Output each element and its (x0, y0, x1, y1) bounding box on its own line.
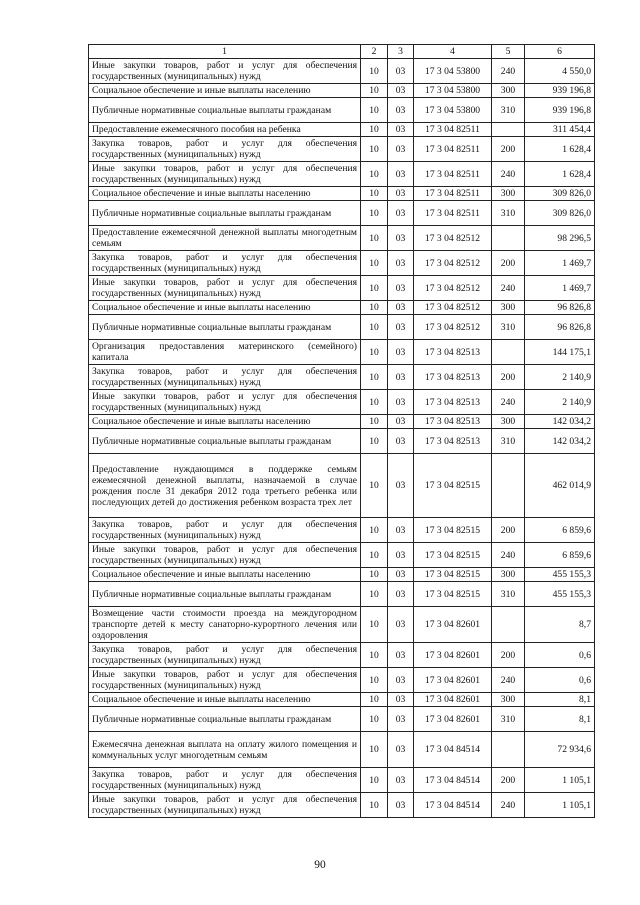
row-amount: 1 628,4 (525, 162, 595, 187)
row-target-article: 17 3 04 82513 (414, 365, 492, 390)
row-description: Закупка товаров, работ и услуг для обеспечения государственных (муниципальных) нужд (89, 518, 361, 543)
table-row (89, 568, 595, 582)
row-target-article: 17 3 04 82513 (414, 429, 492, 454)
row-target-article: 17 3 04 84514 (414, 793, 492, 818)
row-amount: 72 934,6 (525, 732, 595, 768)
row-target-article: 17 3 04 53800 (414, 84, 492, 98)
row-expense-type: 240 (492, 793, 525, 818)
table-row (89, 59, 595, 84)
row-description: Закупка товаров, работ и услуг для обеспечения государственных (муниципальных) нужд (89, 365, 361, 390)
row-amount: 8,1 (525, 707, 595, 732)
row-target-article: 17 3 04 82512 (414, 315, 492, 340)
table-row (89, 429, 595, 454)
row-expense-type: 300 (492, 301, 525, 315)
row-target-article: 17 3 04 82511 (414, 201, 492, 226)
row-subsection: 03 (388, 732, 414, 768)
table-row (89, 707, 595, 732)
row-amount: 6 859,6 (525, 543, 595, 568)
row-expense-type: 200 (492, 518, 525, 543)
row-amount: 0,6 (525, 668, 595, 693)
row-subsection: 03 (388, 768, 414, 793)
row-target-article: 17 3 04 82515 (414, 582, 492, 607)
row-target-article: 17 3 04 53800 (414, 98, 492, 123)
row-amount: 96 826,8 (525, 315, 595, 340)
row-expense-type (492, 454, 525, 518)
row-expense-type: 300 (492, 187, 525, 201)
row-expense-type: 310 (492, 429, 525, 454)
row-target-article: 17 3 04 82601 (414, 668, 492, 693)
table-row (89, 693, 595, 707)
row-amount: 2 140,9 (525, 390, 595, 415)
row-target-article: 17 3 04 82513 (414, 415, 492, 429)
table-row (89, 340, 595, 365)
row-description: Иные закупки товаров, работ и услуг для обеспечения государственных (муниципальных) нужд (89, 390, 361, 415)
row-amount: 1 105,1 (525, 768, 595, 793)
row-subsection: 03 (388, 693, 414, 707)
row-amount: 939 196,8 (525, 98, 595, 123)
row-amount: 462 014,9 (525, 454, 595, 518)
budget-table (88, 44, 595, 818)
row-description: Закупка товаров, работ и услуг для обеспечения государственных (муниципальных) нужд (89, 768, 361, 793)
row-section: 10 (361, 793, 388, 818)
column-header: 5 (492, 45, 525, 59)
row-subsection: 03 (388, 276, 414, 301)
row-section: 10 (361, 301, 388, 315)
row-expense-type: 310 (492, 315, 525, 340)
table-row (89, 454, 595, 518)
column-header: 4 (414, 45, 492, 59)
table-row (89, 201, 595, 226)
row-expense-type: 300 (492, 84, 525, 98)
row-subsection: 03 (388, 98, 414, 123)
row-amount: 8,1 (525, 693, 595, 707)
row-subsection: 03 (388, 415, 414, 429)
row-section: 10 (361, 668, 388, 693)
table-row (89, 162, 595, 187)
row-subsection: 03 (388, 84, 414, 98)
table-row (89, 607, 595, 643)
table-row (89, 668, 595, 693)
row-description: Социальное обеспечение и иные выплаты населению (89, 693, 361, 707)
row-amount: 144 175,1 (525, 340, 595, 365)
row-expense-type: 240 (492, 390, 525, 415)
row-section: 10 (361, 643, 388, 668)
row-expense-type (492, 732, 525, 768)
row-expense-type (492, 340, 525, 365)
row-subsection: 03 (388, 643, 414, 668)
row-expense-type: 310 (492, 707, 525, 732)
row-section: 10 (361, 59, 388, 84)
row-target-article: 17 3 04 82515 (414, 543, 492, 568)
row-target-article: 17 3 04 82601 (414, 693, 492, 707)
table-row (89, 543, 595, 568)
row-expense-type: 200 (492, 768, 525, 793)
row-description: Социальное обеспечение и иные выплаты населению (89, 187, 361, 201)
table-row (89, 390, 595, 415)
row-target-article: 17 3 04 82512 (414, 301, 492, 315)
row-target-article: 17 3 04 82515 (414, 568, 492, 582)
row-expense-type: 310 (492, 98, 525, 123)
row-section: 10 (361, 137, 388, 162)
row-section: 10 (361, 693, 388, 707)
row-description: Организация предоставления материнского (семейного) капитала (89, 340, 361, 365)
row-section: 10 (361, 568, 388, 582)
row-target-article: 17 3 04 84514 (414, 732, 492, 768)
row-section: 10 (361, 429, 388, 454)
row-subsection: 03 (388, 251, 414, 276)
table-row (89, 365, 595, 390)
row-description: Ежемесячна денежная выплата на оплату жилого помещения и коммунальных услуг многодетным семьям (89, 732, 361, 768)
row-target-article: 17 3 04 82515 (414, 518, 492, 543)
row-description: Иные закупки товаров, работ и услуг для обеспечения государственных (муниципальных) нужд (89, 162, 361, 187)
table-row (89, 187, 595, 201)
row-section: 10 (361, 390, 388, 415)
row-target-article: 17 3 04 84514 (414, 768, 492, 793)
row-description: Публичные нормативные социальные выплаты гражданам (89, 582, 361, 607)
table-row (89, 84, 595, 98)
row-subsection: 03 (388, 390, 414, 415)
row-description: Иные закупки товаров, работ и услуг для обеспечения государственных (муниципальных) нужд (89, 793, 361, 818)
row-subsection: 03 (388, 315, 414, 340)
row-subsection: 03 (388, 365, 414, 390)
table-row (89, 301, 595, 315)
row-subsection: 03 (388, 543, 414, 568)
row-expense-type: 240 (492, 543, 525, 568)
row-amount: 309 826,0 (525, 201, 595, 226)
row-subsection: 03 (388, 707, 414, 732)
row-expense-type: 240 (492, 668, 525, 693)
row-description: Социальное обеспечение и иные выплаты населению (89, 301, 361, 315)
row-amount: 309 826,0 (525, 187, 595, 201)
row-amount: 142 034,2 (525, 429, 595, 454)
row-target-article: 17 3 04 82513 (414, 340, 492, 365)
row-section: 10 (361, 123, 388, 137)
table-header-row (89, 45, 595, 59)
row-subsection: 03 (388, 793, 414, 818)
row-subsection: 03 (388, 162, 414, 187)
row-amount: 455 155,3 (525, 568, 595, 582)
row-section: 10 (361, 251, 388, 276)
row-expense-type: 240 (492, 59, 525, 84)
row-amount: 8,7 (525, 607, 595, 643)
row-target-article: 17 3 04 82512 (414, 226, 492, 251)
row-subsection: 03 (388, 607, 414, 643)
table-row (89, 518, 595, 543)
row-amount: 1 628,4 (525, 137, 595, 162)
row-target-article: 17 3 04 82511 (414, 162, 492, 187)
row-expense-type: 300 (492, 415, 525, 429)
row-section: 10 (361, 607, 388, 643)
row-target-article: 17 3 04 82512 (414, 251, 492, 276)
row-subsection: 03 (388, 668, 414, 693)
row-subsection: 03 (388, 59, 414, 84)
row-amount: 1 469,7 (525, 251, 595, 276)
row-section: 10 (361, 518, 388, 543)
row-description: Публичные нормативные социальные выплаты гражданам (89, 707, 361, 732)
row-description: Закупка товаров, работ и услуг для обеспечения государственных (муниципальных) нужд (89, 251, 361, 276)
row-amount: 98 296,5 (525, 226, 595, 251)
row-expense-type: 200 (492, 251, 525, 276)
table-row (89, 793, 595, 818)
row-description: Закупка товаров, работ и услуг для обеспечения государственных (муниципальных) нужд (89, 137, 361, 162)
row-section: 10 (361, 187, 388, 201)
row-section: 10 (361, 582, 388, 607)
row-amount: 1 469,7 (525, 276, 595, 301)
row-subsection: 03 (388, 568, 414, 582)
row-amount: 1 105,1 (525, 793, 595, 818)
table-row (89, 226, 595, 251)
row-expense-type (492, 607, 525, 643)
table-row (89, 732, 595, 768)
row-expense-type: 310 (492, 582, 525, 607)
table-row (89, 276, 595, 301)
row-description: Иные закупки товаров, работ и услуг для обеспечения государственных (муниципальных) нужд (89, 543, 361, 568)
column-header: 2 (361, 45, 388, 59)
row-section: 10 (361, 768, 388, 793)
row-description: Социальное обеспечение и иные выплаты населению (89, 415, 361, 429)
row-description: Иные закупки товаров, работ и услуг для обеспечения государственных (муниципальных) нужд (89, 668, 361, 693)
row-amount: 939 196,8 (525, 84, 595, 98)
table-row (89, 768, 595, 793)
row-amount: 96 826,8 (525, 301, 595, 315)
row-subsection: 03 (388, 123, 414, 137)
column-header: 1 (89, 45, 361, 59)
row-description: Публичные нормативные социальные выплаты гражданам (89, 201, 361, 226)
row-section: 10 (361, 201, 388, 226)
row-target-article: 17 3 04 82601 (414, 707, 492, 732)
row-expense-type (492, 226, 525, 251)
page-number: 90 (314, 859, 326, 871)
row-amount: 0,6 (525, 643, 595, 668)
row-description: Возмещение части стоимости проезда на междугородном транспорте детей к месту санаторно-курортного лечения или оздоровления (89, 607, 361, 643)
row-target-article: 17 3 04 82512 (414, 276, 492, 301)
table-row (89, 415, 595, 429)
table-body (89, 59, 595, 818)
row-description: Иные закупки товаров, работ и услуг для обеспечения государственных (муниципальных) нужд (89, 276, 361, 301)
row-description: Предоставление ежемесячного пособия на ребенка (89, 123, 361, 137)
table-row (89, 137, 595, 162)
row-amount: 142 034,2 (525, 415, 595, 429)
row-expense-type: 200 (492, 365, 525, 390)
row-subsection: 03 (388, 226, 414, 251)
row-section: 10 (361, 84, 388, 98)
row-subsection: 03 (388, 137, 414, 162)
row-target-article: 17 3 04 53800 (414, 59, 492, 84)
row-amount: 455 155,3 (525, 582, 595, 607)
row-expense-type: 200 (492, 643, 525, 668)
row-section: 10 (361, 707, 388, 732)
row-target-article: 17 3 04 82513 (414, 390, 492, 415)
row-subsection: 03 (388, 429, 414, 454)
row-target-article: 17 3 04 82515 (414, 454, 492, 518)
row-section: 10 (361, 98, 388, 123)
row-expense-type (492, 123, 525, 137)
row-description: Закупка товаров, работ и услуг для обеспечения государственных (муниципальных) нужд (89, 643, 361, 668)
row-description: Социальное обеспечение и иные выплаты населению (89, 84, 361, 98)
row-subsection: 03 (388, 187, 414, 201)
row-subsection: 03 (388, 201, 414, 226)
row-subsection: 03 (388, 454, 414, 518)
row-subsection: 03 (388, 340, 414, 365)
row-expense-type: 240 (492, 276, 525, 301)
row-target-article: 17 3 04 82601 (414, 607, 492, 643)
row-section: 10 (361, 543, 388, 568)
table-row (89, 582, 595, 607)
row-target-article: 17 3 04 82511 (414, 137, 492, 162)
row-amount: 4 550,0 (525, 59, 595, 84)
table-row (89, 315, 595, 340)
row-description: Предоставление нуждающимся в поддержке семьям ежемесячной денежной выплаты, назначаемой в случае рождения после 31 декабря 2012 года третьего ребенка или последующих детей до достижения ребенком возраста трех лет (89, 454, 361, 518)
row-target-article: 17 3 04 82511 (414, 123, 492, 137)
row-description: Иные закупки товаров, работ и услуг для обеспечения государственных (муниципальных) нужд (89, 59, 361, 84)
row-description: Публичные нормативные социальные выплаты гражданам (89, 429, 361, 454)
row-target-article: 17 3 04 82601 (414, 643, 492, 668)
table-row (89, 123, 595, 137)
row-section: 10 (361, 415, 388, 429)
row-section: 10 (361, 732, 388, 768)
row-section: 10 (361, 162, 388, 187)
row-description: Предоставление ежемесячной денежной выплаты многодетным семьям (89, 226, 361, 251)
row-description: Публичные нормативные социальные выплаты гражданам (89, 315, 361, 340)
row-expense-type: 310 (492, 201, 525, 226)
row-amount: 6 859,6 (525, 518, 595, 543)
row-section: 10 (361, 454, 388, 518)
row-section: 10 (361, 226, 388, 251)
row-section: 10 (361, 315, 388, 340)
row-section: 10 (361, 276, 388, 301)
row-expense-type: 200 (492, 137, 525, 162)
table-row (89, 643, 595, 668)
row-target-article: 17 3 04 82511 (414, 187, 492, 201)
table-row (89, 251, 595, 276)
row-description: Публичные нормативные социальные выплаты гражданам (89, 98, 361, 123)
row-amount: 2 140,9 (525, 365, 595, 390)
row-subsection: 03 (388, 582, 414, 607)
row-subsection: 03 (388, 518, 414, 543)
row-subsection: 03 (388, 301, 414, 315)
table-row (89, 98, 595, 123)
row-description: Социальное обеспечение и иные выплаты населению (89, 568, 361, 582)
row-expense-type: 300 (492, 568, 525, 582)
column-header: 6 (525, 45, 595, 59)
row-section: 10 (361, 340, 388, 365)
row-expense-type: 240 (492, 162, 525, 187)
column-header: 3 (388, 45, 414, 59)
row-expense-type: 300 (492, 693, 525, 707)
row-section: 10 (361, 365, 388, 390)
row-amount: 311 454,4 (525, 123, 595, 137)
